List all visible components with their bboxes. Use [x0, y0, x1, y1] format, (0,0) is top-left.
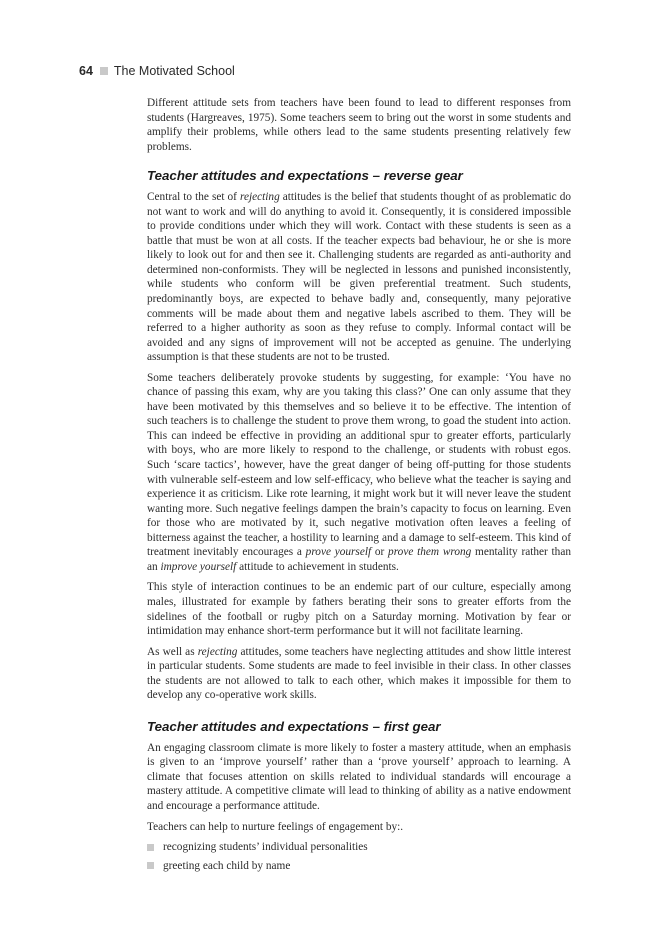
text-span: As well as [147, 645, 198, 658]
emphasis-text: rejecting [197, 645, 238, 658]
running-header [79, 64, 235, 78]
paragraph-provoke-students [147, 371, 571, 575]
list-item [147, 840, 571, 855]
paragraph-rejecting-attitudes [147, 190, 571, 365]
text-span: attitudes, some teachers have neglecting attitudes and show little interest in particular students. Some students are made to feel invisible in their class. In other classes the students are not allowed to talk to each other, which makes it impossible for them to develop any co-operative work skills. [147, 645, 572, 702]
text-span: attitude to achievement in students. [236, 560, 399, 573]
list-item [147, 859, 571, 874]
text-span: Central to the set of [147, 191, 240, 204]
bullet-square-icon [147, 844, 154, 851]
list-item-text: greeting each child by name [163, 859, 291, 872]
text-span: or [371, 546, 389, 559]
header-square-icon [100, 67, 108, 75]
emphasis-text: prove yourself [305, 546, 372, 559]
running-title: The Motivated School [113, 64, 235, 78]
emphasis-text: rejecting [239, 191, 280, 204]
body-text [147, 96, 571, 877]
text-span: attitudes is the belief that students thought of as problematic do not want to work and will do anything to avoid it. Consequently, it is considered impossible to provide conditions under which they will work. Contact with these students is seen as a battle that must be won at all costs. If the teacher expects bad behaviour, he or she is more likely to look out for and then see it. Challenging students are regarded as anti-authority and determined non-conformists. They will be neglected in lessons and punished inconsistently, while students who conform will be given preferential treatment. Such students, predominantly boys, are expected to behave badly and, consequently, many pejorative comments will be made about them and negative labels ascribed to them. They will be referred to a higher authority as soon as they refuse to comply. Informal contact will be avoided and any signs of improvement will not be accepted as genuine. The underlying assumption is that these students are not to be trusted. [147, 191, 572, 364]
text-span: mentality rather than an [147, 546, 571, 573]
paragraph-endemic-culture: This style of interaction continues to be an endemic part of our culture, especially among males, illustrated for example by fathers berating their sons to greater efforts from the sidelines of the football or rugby pitch on a Saturday morning. Motivation by fear or intimidation may enhance short-term performance but it will not facilitate learning. [147, 581, 571, 638]
emphasis-text: improve yourself [160, 560, 237, 573]
section-heading-reverse-gear: Teacher attitudes and expectations – reverse gear [147, 168, 463, 184]
text-span: Some teachers deliberately provoke students by suggesting, for example: ‘You have no chance of passing this exam, why are you taking this class?’ One can only assume that they have been motivated by this themselves and so believe it to be effective. The intention of such teachers is to challenge the student to prove them wrong, to goad the student into action. This can indeed be effective in providing an additional spur to greater efforts, particularly with boys, who are more likely to respond to the challenge, or students with robust egos. Such ‘scare tactics’, however, have the great danger of being off-putting for those students with vulnerable self-esteem and low self-efficacy, who believe what the teacher is saying and experience it as criticism. Like rote learning, it might work but it will never leave the student wanting more. Such negative feelings dampen the brain’s capacity to focus on learning. Even for those who are motivated by it, such negative motivation often leaves a feeling of bitterness against the teacher, a hostility to learning and a damage to self-esteem. This kind of treatment inevitably encourages a [147, 371, 571, 559]
paragraph-nurture-intro: Teachers can help to nurture feelings of engagement by:. [147, 820, 404, 833]
intro-paragraph: Different attitude sets from teachers have been found to lead to different responses from students (Hargreaves, 1975). Some teachers seem to bring out the worst in some students and amplify their problems, while others lead to the same students presenting relatively few problems. [147, 97, 571, 153]
page-number: 64 [79, 64, 93, 78]
bullet-square-icon [147, 862, 154, 869]
section-heading-first-gear: Teacher attitudes and expectations – first gear [147, 718, 441, 734]
emphasis-text: prove them wrong [388, 546, 472, 559]
paragraph-neglecting-attitudes [147, 645, 571, 703]
paragraph-engaging-climate: An engaging classroom climate is more likely to foster a mastery attitude, when an emphasis is given to an ‘improve yourself’ rather than a ‘prove yourself’ approach to learning. A climate that focuses attention on skills related to individual standards will encourage a mastery attitude. A competitive climate will lead to thinking of ability as a native endowment and encourage a performance attitude. [147, 741, 571, 812]
list-item-text: recognizing students’ individual personalities [163, 841, 368, 854]
